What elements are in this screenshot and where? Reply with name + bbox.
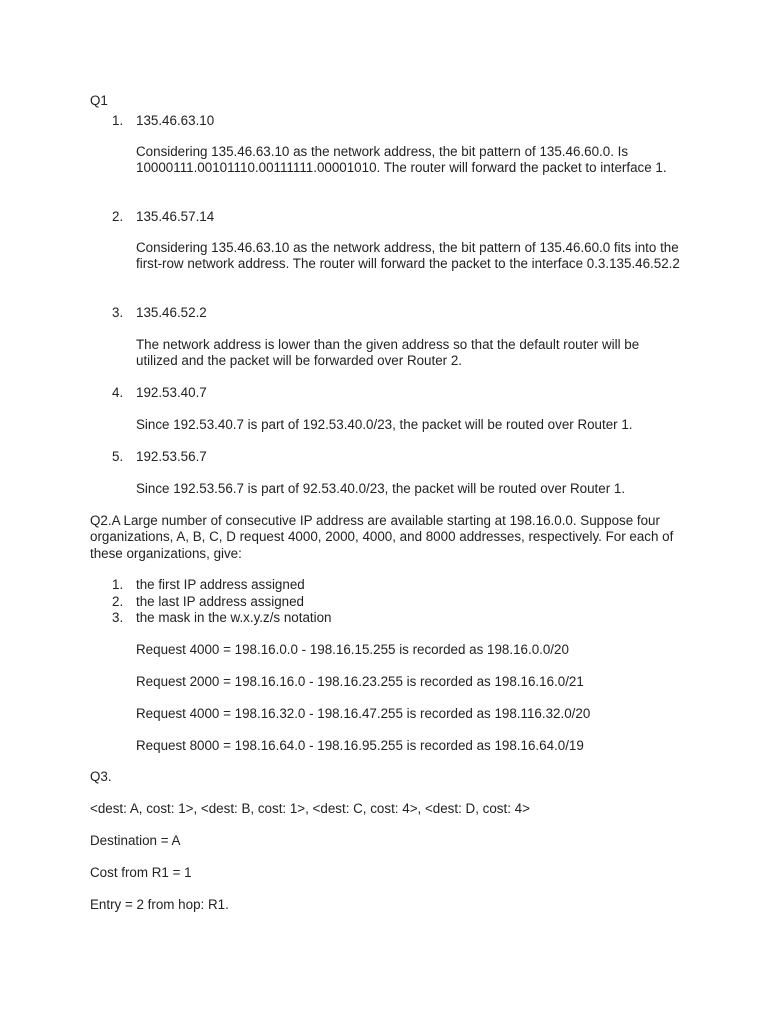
q1-item-1-number: 1. [112,113,124,128]
q2-list-2-number: 2. [112,594,124,609]
q2-list-2-text: the last IP address assigned [136,594,304,609]
q3-heading: Q3. [90,769,112,784]
q1-item-3-address: 135.46.52.2 [136,305,207,320]
q2-list-1-text: the first IP address assigned [136,577,305,592]
q1-item-5-address: 192.53.56.7 [136,449,207,464]
q1-item-2-address: 135.46.57.14 [136,209,215,224]
q1-item-2-number: 2. [112,209,124,224]
q1-item-2-explanation: Considering 135.46.63.10 as the network address, the bit pattern of 135.46.60.0 fits into the first-row network address. The router will forward the packet to the interface 0.3.135.46.52.2 [136,240,680,272]
q3-cost: Cost from R1 = 1 [90,865,192,880]
q2-request-2: Request 2000 = 198.16.16.0 - 198.16.23.255 is recorded as 198.16.16.0/21 [136,674,584,689]
q1-item-4-number: 4. [112,385,124,400]
q2-request-3: Request 4000 = 198.16.32.0 - 198.16.47.255 is recorded as 198.116.32.0/20 [136,706,591,721]
q2-list-1-number: 1. [112,577,124,592]
q1-item-4-address: 192.53.40.7 [136,385,207,400]
q1-item-1-explanation: Considering 135.46.63.10 as the network address, the bit pattern of 135.46.60.0. Is 10000111.00101110.00111111.00001010. The router will forward the packet to interface 1. [136,144,667,176]
q1-item-5-explanation: Since 192.53.56.7 is part of 92.53.40.0/23, the packet will be routed over Router 1. [136,481,626,496]
q2-intro: Q2.A Large number of consecutive IP address are available starting at 198.16.0.0. Suppose four organizations, A, B, C, D request 4000, 2000, 4000, and 8000 addresses, respectively. For each of these organizations, give: [90,513,674,561]
q1-item-1-address: 135.46.63.10 [136,113,215,128]
q3-distance-vector: <dest: A, cost: 1>, <dest: B, cost: 1>, <dest: C, cost: 4>, <dest: D, cost: 4> [90,801,530,816]
q2-request-1: Request 4000 = 198.16.0.0 - 198.16.15.255 is recorded as 198.16.0.0/20 [136,642,569,657]
q3-entry: Entry = 2 from hop: R1. [90,897,229,912]
q1-item-5-number: 5. [112,449,124,464]
q2-list-3-number: 3. [112,610,124,625]
q1-heading: Q1 [90,93,108,108]
q1-item-3-explanation: The network address is lower than the given address so that the default router will be utilized and the packet will be forwarded over Router 2. [136,337,640,369]
q3-destination: Destination = A [90,833,181,848]
q2-request-4: Request 8000 = 198.16.64.0 - 198.16.95.255 is recorded as 198.16.64.0/19 [136,738,584,753]
q1-item-4-explanation: Since 192.53.40.7 is part of 192.53.40.0/23, the packet will be routed over Router 1. [136,417,633,432]
q2-list-3-text: the mask in the w.x.y.z/s notation [136,610,332,625]
q1-item-3-number: 3. [112,305,124,320]
